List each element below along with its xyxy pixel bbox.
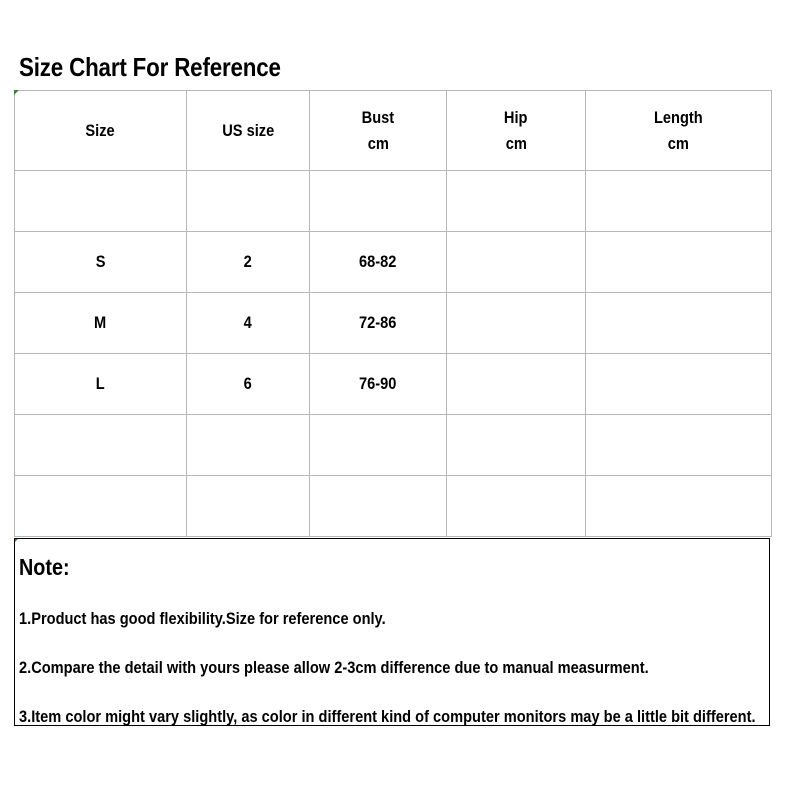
header-us-size-label: US size <box>221 120 275 140</box>
note-line-1: 1.Product has good flexibility.Size for reference only. <box>19 609 386 628</box>
table-row <box>15 476 772 537</box>
cell-us-size <box>187 171 310 232</box>
cell-us-size <box>187 415 310 476</box>
cell-hip <box>447 293 586 354</box>
cell-hip <box>447 476 586 537</box>
header-length-unit: cm <box>667 133 690 153</box>
header-hip-label: Hip <box>504 107 528 127</box>
cell-text: 68-82 <box>359 252 397 271</box>
header-hip <box>447 91 586 171</box>
header-hip-unit: cm <box>505 133 527 153</box>
note-line-3: 3.Item color might vary slightly, as color in different kind of computer monitors may be a little bit different. <box>19 707 756 726</box>
page-title: Size Chart For Reference <box>19 52 281 82</box>
header-size-label: Size <box>85 120 116 140</box>
cell-size <box>15 171 187 232</box>
cell-length <box>586 476 772 537</box>
cell-length <box>586 293 772 354</box>
cell-length <box>586 354 772 415</box>
cell-text: 76-90 <box>359 374 397 393</box>
header-size <box>15 91 187 171</box>
cell-text: 72-86 <box>359 313 397 332</box>
header-us-size <box>187 91 310 171</box>
header-length <box>586 91 772 171</box>
cell-bust <box>310 415 447 476</box>
cell-bust <box>310 232 447 293</box>
cell-bust <box>310 293 447 354</box>
cell-size <box>15 476 187 537</box>
cell-text: 2 <box>243 252 253 271</box>
table-row <box>15 354 772 415</box>
cell-hip <box>447 232 586 293</box>
table-row <box>15 171 772 232</box>
size-chart-table <box>14 90 772 537</box>
cell-hip <box>447 354 586 415</box>
note-box <box>14 538 770 726</box>
cell-bust <box>310 476 447 537</box>
header-length-label: Length <box>654 107 703 127</box>
cell-us-size <box>187 476 310 537</box>
cell-size <box>15 415 187 476</box>
cell-text: 6 <box>243 374 253 393</box>
note-title: Note: <box>19 554 70 580</box>
header-bust-unit: cm <box>367 133 389 153</box>
table-corner-marker <box>14 90 19 95</box>
cell-size <box>15 293 187 354</box>
cell-size <box>15 232 187 293</box>
cell-length <box>586 171 772 232</box>
cell-text: 4 <box>243 313 253 332</box>
header-bust-label: Bust <box>361 107 395 127</box>
cell-us-size <box>187 232 310 293</box>
cell-hip <box>447 171 586 232</box>
cell-us-size <box>187 354 310 415</box>
table-row <box>15 232 772 293</box>
cell-us-size <box>187 293 310 354</box>
cell-hip <box>447 415 586 476</box>
cell-length <box>586 415 772 476</box>
note-line-2: 2.Compare the detail with yours please allow 2-3cm difference due to manual measurment. <box>19 658 649 677</box>
table-row <box>15 293 772 354</box>
cell-length <box>586 232 772 293</box>
cell-text: L <box>96 374 105 393</box>
cell-bust <box>310 354 447 415</box>
header-bust <box>310 91 447 171</box>
cell-text: S <box>95 252 106 271</box>
table-header-row <box>15 91 772 171</box>
cell-text: M <box>94 313 107 332</box>
table-row <box>15 415 772 476</box>
cell-bust <box>310 171 447 232</box>
cell-size <box>15 354 187 415</box>
